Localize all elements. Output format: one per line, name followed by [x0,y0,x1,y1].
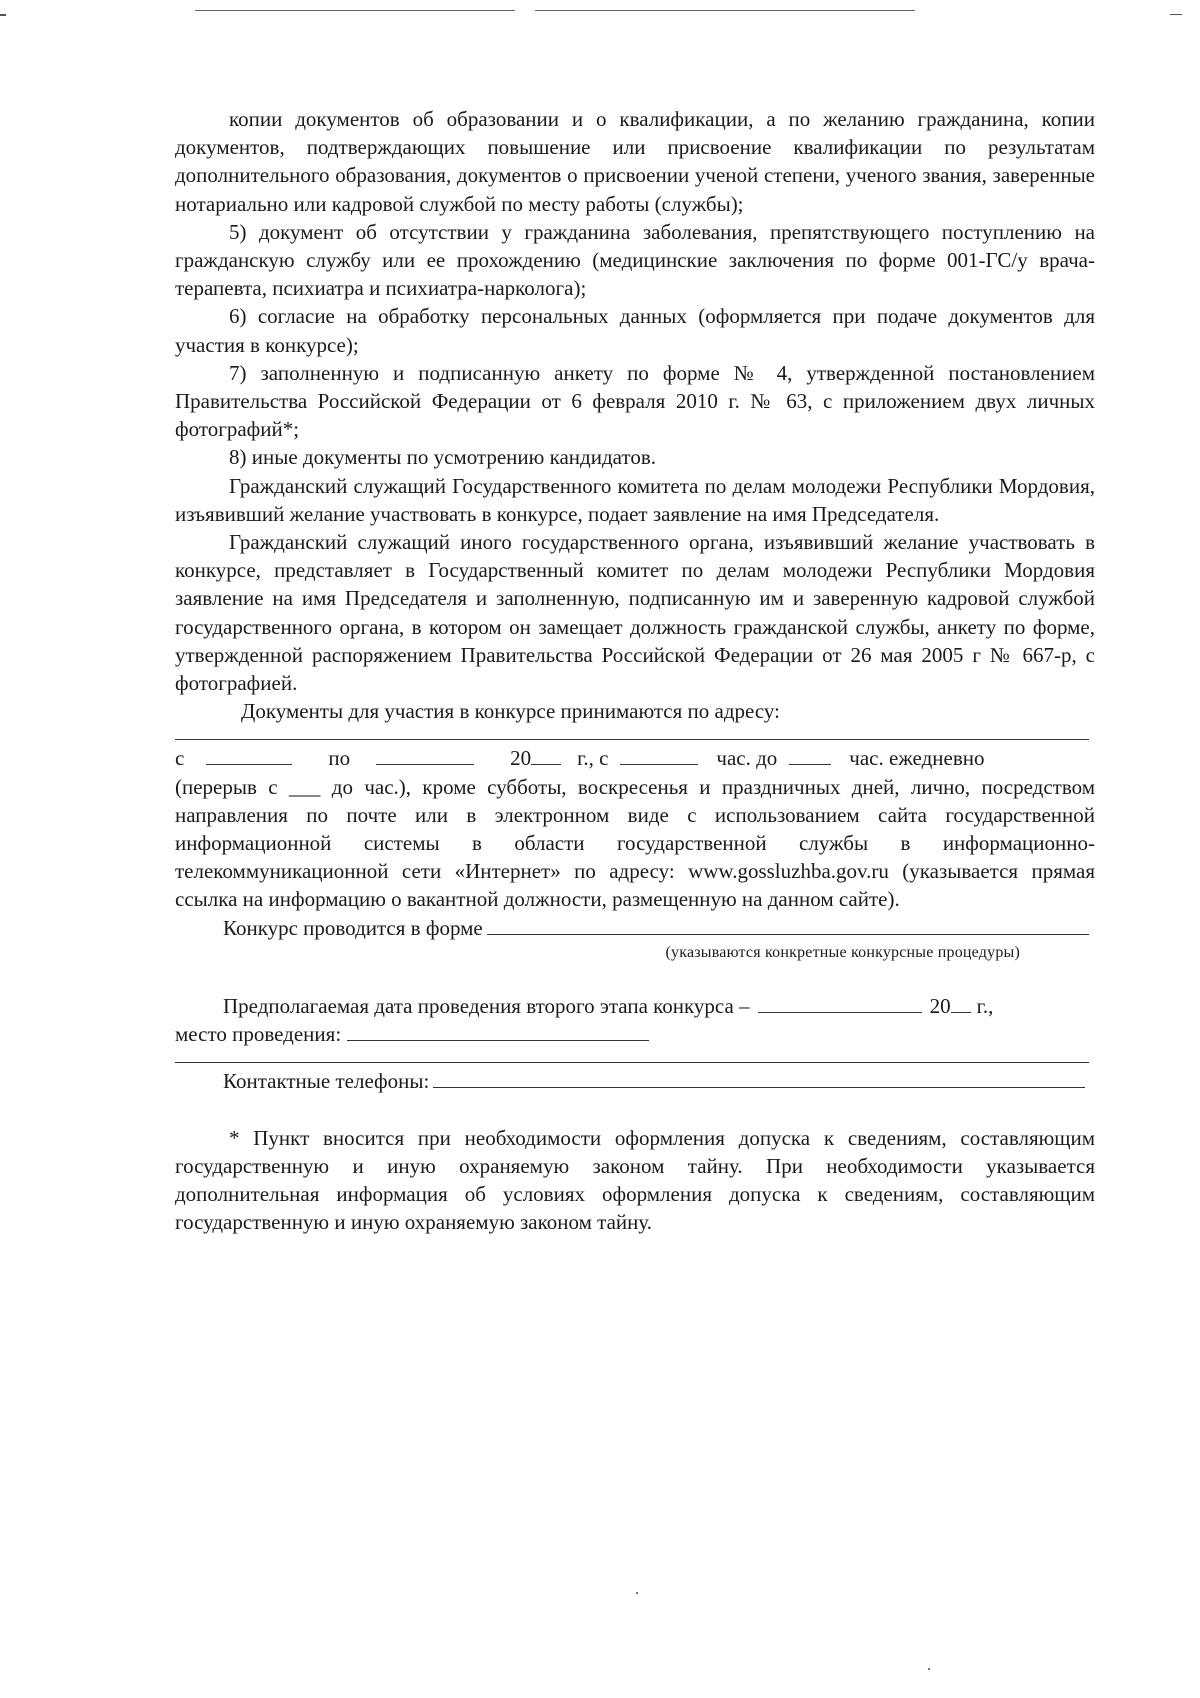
phones-blank[interactable] [433,1069,1085,1088]
schedule-to-blank[interactable] [376,746,474,765]
scan-line-top-left [195,10,515,11]
schedule-from-label: с [175,746,185,771]
date-year-blank[interactable] [951,994,971,1013]
schedule-year-blank[interactable] [531,746,561,765]
schedule-from-time-label: г., с [577,746,609,771]
date-year-label: 20 [929,993,951,1018]
place-row [175,1020,1095,1048]
date-blank[interactable] [758,994,922,1013]
paragraph-questionnaire: 7) заполненную и подписанную анкету по форме № 4, утвержденной постановлением Правительства Российской Федерации от 6 февраля 2010 г. № 63, с приложением двух личных фотографий*; [175,360,1095,442]
form-row [175,914,1089,942]
paragraph-civil-servant-committee: Гражданский служащий Государственного комитета по делам молодежи Республики Мордовия, изъявивший желание участвовать в конкурсе, подает заявление на имя Председателя. [175,473,1095,526]
document-body [175,105,1095,1236]
schedule-to-time-label: час. до [716,746,778,771]
place-label: место проведения: [175,1022,342,1047]
spacer [175,964,1095,992]
paragraph-consent: 6) согласие на обработку персональных данных (оформляется при подаче документов для участия в конкурсе); [175,304,1095,357]
scan-speck [928,1668,930,1670]
schedule-from-time-blank[interactable] [620,746,698,765]
paragraph-medical-docs: 5) документ об отсутствии у гражданина заболевания, препятствующего поступлению на гражданскую службу или ее прохождению (медицинские заключения по форме 001-ГС/у врача-терапевта, психиатра и психиатра-нарколога); [175,219,1095,301]
footnote: * Пункт вносится при необходимости оформления допуска к сведениям, составляющим государственную и иную охраняемую законом тайну. При необходимости указывается дополнительная информация об условиях оформления допуска к сведениям, составляющим государственную и иную охраняемую законом тайну. [175,1125,1095,1235]
schedule-to-time-blank[interactable] [789,746,831,765]
paragraph-civil-servant-other: Гражданский служащий иного государственного органа, изъявивший желание участвовать в конкурсе, представляет в Государственный комитет по делам молодежи Республики Мордовия заявление на имя Председателя и заполненную, подписанную им и заверенную кадровой службой государственного органа, в котором он замещает должность гражданской службы, анкету по форме, утвержденной распоряжением Правительства Российской Федерации от 26 мая 2005 г № 667-р, с фотографией. [175,530,1095,696]
schedule-year-label: 20 [510,746,532,771]
paragraph-education-docs: копии документов об образовании и о квалификации, а по желанию гражданина, копии документов, подтверждающих повышение или присвоение квалификации по результатам дополнительного образования, документов о присвоении ученой степени, ученого звания, заверенные нотариально или кадровой службой по месту работы (службы); [175,107,1095,216]
date-label: Предполагаемая дата проведения второго этапа конкурса – [223,993,750,1018]
schedule-from-blank[interactable] [206,746,292,765]
address-blank[interactable] [175,725,1089,740]
paragraph-address-intro: Документы для участия в конкурсе принимаются по адресу: [241,699,780,724]
corner-mark-right [1170,14,1182,15]
date-row [175,992,1095,1020]
phones-row [175,1067,1085,1095]
date-suffix: г., [976,993,994,1018]
paragraph-submission-methods: (перерыв с ___ до час.), кроме субботы, воскресенья и праздничных дней, лично, посредством направления по почте или в электронном виде с использованием сайта государственной информационной системы в области государственной службы в информационно-телекоммуникационной сети «Интернет» по адресу: www.gossluzhba.gov.ru (указывается прямая ссылка на информацию о вакантной должности, размещенную на данном сайте). [175,774,1095,912]
schedule-to-label: по [328,746,351,771]
schedule-daily-label: час. ежедневно [849,746,985,771]
scan-speck [636,1592,638,1594]
place-extra-blank[interactable] [175,1048,1089,1063]
spacer [175,1096,1095,1124]
form-caption: (указываются конкретные конкурсные процедуры) [665,943,1020,961]
paragraph-other-docs: 8) иные документы по усмотрению кандидатов. [229,445,656,470]
place-blank[interactable] [347,1022,649,1041]
form-blank[interactable] [487,916,1089,935]
phones-label: Контактные телефоны: [223,1069,430,1094]
form-label: Конкурс проводится в форме [223,915,483,940]
scan-line-top-right [535,10,915,11]
corner-mark-left [0,14,6,16]
schedule-row [175,744,1095,772]
